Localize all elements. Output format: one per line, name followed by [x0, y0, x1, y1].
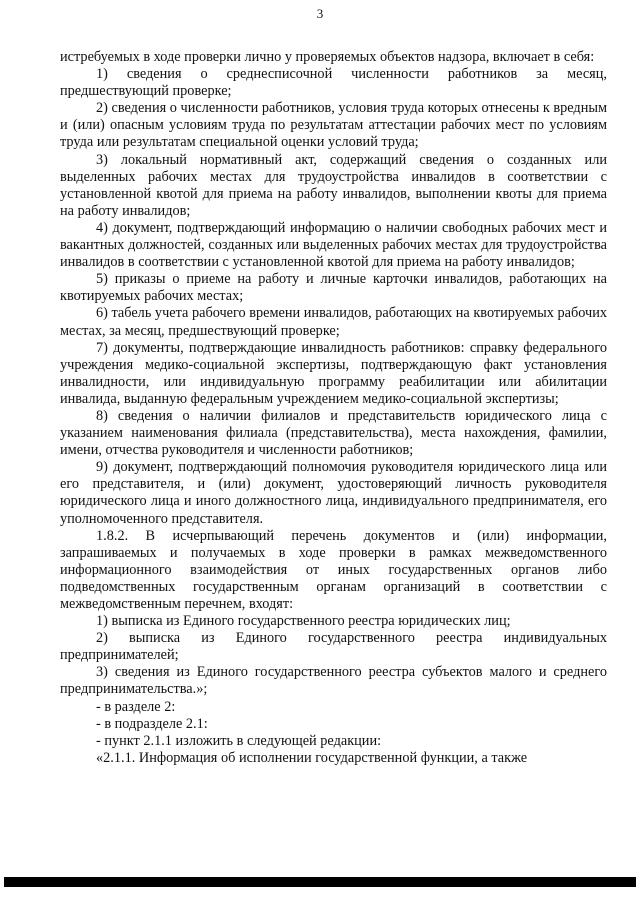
- paragraph: 4) документ, подтверждающий информацию о наличии свободных рабочих мест и вакантных должностей, созданных или выделенных рабочих местах для трудоустройства инвалидов в соответствии с установленной квотой для приема на работу инвалидов;: [60, 219, 607, 271]
- paragraph: 8) сведения о наличии филиалов и представительств юридического лица с указанием наименования филиала (представительства), места нахождения, фамилии, имени, отчества руководителя и численности работников;: [60, 407, 607, 459]
- paragraph: 9) документ, подтверждающий полномочия руководителя юридического лица или его представителя, и (или) документ, удостоверяющий личность руководителя юридического лица и иного должностного лица, индивидуального предпринимателя, его уполномоченного представителя.: [60, 459, 607, 527]
- paragraph: 3) локальный нормативный акт, содержащий сведения о созданных или выделенных рабочих местах для трудоустройства инвалидов в соответствии с установленной квотой для приема на работу инвалидов, выполнении квоты для приема на работу инвалидов;: [60, 151, 607, 219]
- document-body: [60, 49, 607, 767]
- dash-item: - пункт 2.1.1 изложить в следующей редакции:: [96, 732, 382, 749]
- paragraph: 2) сведения о численности работников, условия труда которых отнесены к вредным и (или) опасным условиям труда по результатам аттестации рабочих мест по условиям труда или результатам специальной оценки условий труда;: [60, 100, 607, 151]
- paragraph: 5) приказы о приеме на работу и личные карточки инвалидов, работающих на квотируемых рабочих местах;: [60, 271, 607, 305]
- page-number: 3: [316, 6, 324, 21]
- paragraph: «2.1.1. Информация об исполнении государственной функции, а также: [96, 749, 528, 766]
- paragraph: 1) сведения о среднесписочной численности работников за месяц, предшествующий проверке;: [60, 66, 607, 100]
- paragraph: истребуемых в ходе проверки лично у проверяемых объектов надзора, включает в себя:: [60, 49, 595, 65]
- paragraph: 1) выписка из Единого государственного реестра юридических лиц;: [96, 613, 511, 630]
- paragraph: 3) сведения из Единого государственного реестра субъектов малого и среднего предпринимательства.»;: [60, 664, 607, 698]
- scan-border-bar: [4, 877, 636, 887]
- paragraph: 6) табель учета рабочего времени инвалидов, работающих на квотируемых рабочих местах, за месяц, предшествующий проверке;: [60, 305, 607, 339]
- dash-item: - в разделе 2:: [96, 698, 176, 715]
- paragraph: 1.8.2. В исчерпывающий перечень документов и (или) информации, запрашиваемых и получаемых в ходе проверки в рамках межведомственного информационного взаимодействия от иных государственных органов либо подведомственных государственным органам организаций в соответствии с межведомственным перечнем, входят:: [60, 527, 607, 612]
- dash-item: - в подразделе 2.1:: [96, 715, 208, 732]
- paragraph: 2) выписка из Единого государственного реестра индивидуальных предпринимателей;: [60, 630, 607, 664]
- paragraph: 7) документы, подтверждающие инвалидность работников: справку федерального учреждения медико-социальной экспертизы, подтверждающую факт установления инвалидности, или индивидуальную программу реабилитации или абилитации инвалида, выданную федеральным учреждением медико-социальной экспертизы;: [60, 339, 607, 407]
